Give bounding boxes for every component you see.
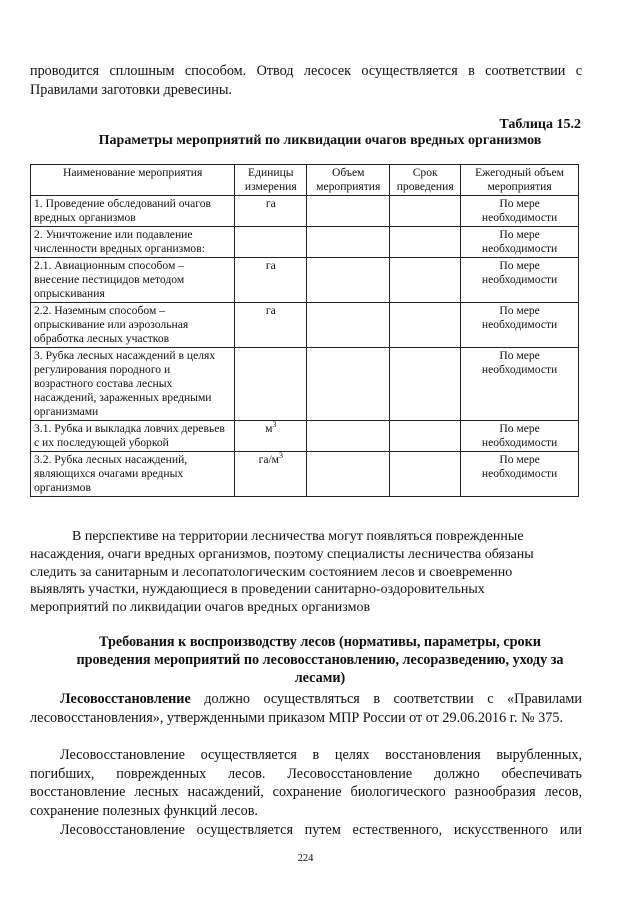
cell-term (390, 196, 461, 227)
table-row (31, 348, 579, 421)
intro-line: Правилами заготовки древесины. (30, 81, 232, 98)
cell-unit (235, 258, 307, 303)
paragraph-reforestation-methods: Лесовосстановление осуществляется путем естественного, искусственного или (60, 822, 582, 838)
table-row (31, 196, 579, 227)
cell-annual: По мере необходимости (461, 452, 579, 497)
heading-line: Требования к воспроизводству лесов (нормативы, параметры, сроки (99, 634, 541, 650)
cell-unit (235, 227, 307, 258)
table-row (31, 258, 579, 303)
after-table-paragraph (30, 528, 582, 617)
paragraph-line: В перспективе на территории лесничества могут появляться поврежденные (72, 529, 524, 544)
cell-volume (307, 348, 390, 421)
cell-volume (307, 196, 390, 227)
table-row (31, 452, 579, 497)
unit-text: га/м (258, 453, 280, 466)
cell-term (390, 303, 461, 348)
cell-name: 2.2. Наземным способом – опрыскивание или аэрозольная обработка лесных участков (31, 303, 235, 348)
cell-name: 2. Уничтожение или подавление численности вредных организмов: (31, 227, 235, 258)
table-header-row (31, 165, 579, 196)
unit-superscript: 3 (279, 451, 284, 461)
table-row (31, 303, 579, 348)
cell-term (390, 452, 461, 497)
heading-line: лесами) (294, 669, 346, 686)
cell-annual: По мере необходимости (461, 227, 579, 258)
unit-text: м (265, 422, 273, 435)
section-heading (30, 634, 610, 687)
term-bold: Лесовосстановление (60, 691, 191, 707)
cell-volume (307, 227, 390, 258)
paragraph-reforestation-purpose: Лесовосстановление осуществляется в целях восстановления вырубленных, погибших, поврежденных лесов. Лесовосстановление должно обеспечивать восстановление лесных насаждений, сохранение биологического разнообразия лесов, сохранение полезных функций лесов. (30, 747, 582, 819)
unit-text: га (265, 304, 276, 317)
cell-name: 3.2. Рубка лесных насаждений, являющихся очагами вредных организмов (31, 452, 235, 497)
cell-volume (307, 421, 390, 452)
cell-term (390, 348, 461, 421)
paragraph-line: мероприятий по ликвидации очагов вредных организмов (30, 600, 371, 616)
header-cell-volume: Объем мероприятия (307, 165, 390, 196)
cell-unit (235, 421, 307, 452)
cell-name: 1. Проведение обследований очагов вредных организмов (31, 196, 235, 227)
paragraph-line: выявлять участки, нуждающиеся в проведении санитарно-оздоровительных (30, 582, 485, 598)
cell-unit (235, 196, 307, 227)
cell-annual: По мере необходимости (461, 258, 579, 303)
unit-text: га (265, 259, 276, 272)
header-cell-unit: Единицы измерения (235, 165, 307, 196)
paragraph-text: должно осуществляться в соответствии с «Правилами лесовосстановления», утвержденными приказом МПР России от от 29.06.2016 г. № 375. (30, 691, 582, 726)
cell-annual: По мере необходимости (461, 421, 579, 452)
cell-volume (307, 303, 390, 348)
header-cell-annual: Ежегодный объем мероприятия (461, 165, 579, 196)
cell-unit (235, 303, 307, 348)
cell-name: 2.1. Авиационным способом – внесение пестицидов методом опрыскивания (31, 258, 235, 303)
table-row (31, 421, 579, 452)
table-number: Таблица 15.2 (499, 117, 581, 132)
cell-annual: По мере необходимости (461, 196, 579, 227)
cell-unit (235, 348, 307, 421)
cell-unit (235, 452, 307, 497)
heading-line: проведения мероприятий по лесовосстановлению, лесоразведению, уходу за (76, 651, 564, 668)
cell-term (390, 258, 461, 303)
cell-term (390, 421, 461, 452)
page-number: 224 (297, 853, 314, 864)
header-cell-name: Наименование мероприятия (31, 165, 235, 196)
cell-annual: По мере необходимости (461, 348, 579, 421)
intro-line: проводится сплошным способом. Отвод лесосек осуществляется в соответствии с (30, 63, 582, 79)
intro-paragraph (30, 62, 582, 99)
parameters-table (30, 164, 579, 497)
cell-volume (307, 452, 390, 497)
cell-name: 3.1. Рубка и выкладка ловчих деревьев с их последующей уборкой (31, 421, 235, 452)
header-cell-term: Срок проведения (390, 165, 461, 196)
unit-text: га (265, 197, 276, 210)
paragraph-line: насаждения, очаги вредных организмов, поэтому специалисты лесничества обязаны (30, 546, 534, 562)
cell-annual: По мере необходимости (461, 303, 579, 348)
paragraph-reforestation-rules (30, 690, 582, 727)
cell-volume (307, 258, 390, 303)
table-row (31, 227, 579, 258)
unit-superscript: 3 (272, 420, 277, 430)
paragraph-line: следить за санитарным и лесопатологическим состоянием лесов и своевременно (30, 564, 513, 580)
table-title: Параметры мероприятий по ликвидации очагов вредных организмов (98, 133, 542, 148)
cell-name: 3. Рубка лесных насаждений в целях регулирования породного и возрастного состава лесных насаждений, зараженных вредными организмами (31, 348, 235, 421)
cell-term (390, 227, 461, 258)
